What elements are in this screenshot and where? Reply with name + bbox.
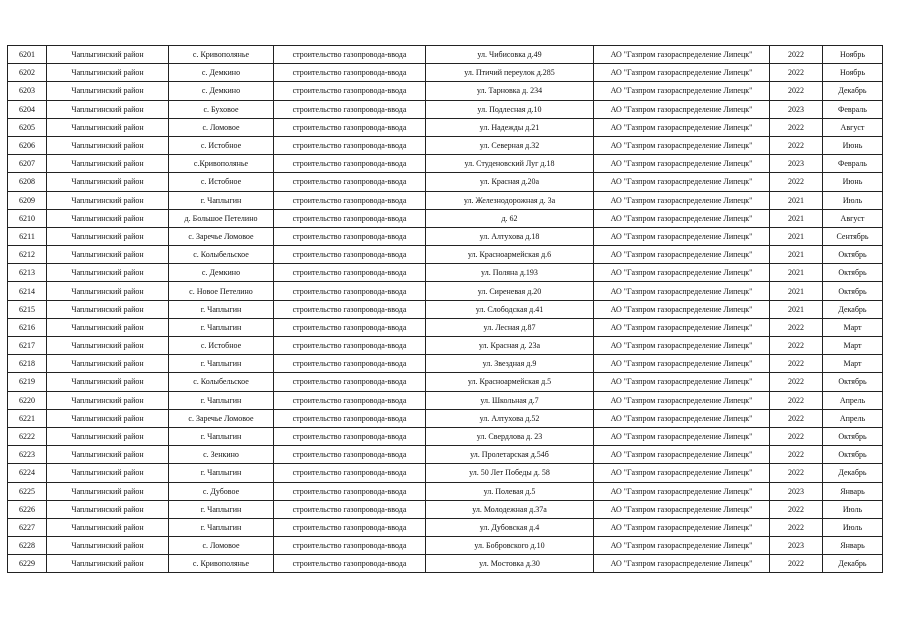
organization-cell: АО "Газпром газораспределение Липецк" [594, 136, 770, 154]
year-cell: 2021 [770, 300, 823, 318]
locality-cell: с. Демкино [169, 64, 274, 82]
district-cell: Чаплыгинский район [47, 136, 169, 154]
table-body [8, 46, 883, 573]
work-type-cell: строительство газопровода-ввода [274, 537, 426, 555]
row-number-cell: 6224 [8, 464, 47, 482]
month-cell: Ноябрь [823, 46, 883, 64]
row-number-cell: 6225 [8, 482, 47, 500]
locality-cell: с. Буховое [169, 100, 274, 118]
year-cell: 2021 [770, 191, 823, 209]
year-cell: 2021 [770, 264, 823, 282]
year-cell: 2021 [770, 246, 823, 264]
work-type-cell: строительство газопровода-ввода [274, 337, 426, 355]
work-type-cell: строительство газопровода-ввода [274, 409, 426, 427]
organization-cell: АО "Газпром газораспределение Липецк" [594, 337, 770, 355]
table-row [8, 391, 883, 409]
month-cell: Февраль [823, 100, 883, 118]
work-type-cell: строительство газопровода-ввода [274, 46, 426, 64]
row-number-cell: 6218 [8, 355, 47, 373]
month-cell: Декабрь [823, 300, 883, 318]
month-cell: Ноябрь [823, 64, 883, 82]
row-number-cell: 6203 [8, 82, 47, 100]
district-cell: Чаплыгинский район [47, 464, 169, 482]
table-row [8, 64, 883, 82]
month-cell: Март [823, 318, 883, 336]
locality-cell: г. Чаплыгин [169, 191, 274, 209]
month-cell: Сентябрь [823, 227, 883, 245]
table-row [8, 427, 883, 445]
district-cell: Чаплыгинский район [47, 227, 169, 245]
row-number-cell: 6212 [8, 246, 47, 264]
district-cell: Чаплыгинский район [47, 118, 169, 136]
organization-cell: АО "Газпром газораспределение Липецк" [594, 209, 770, 227]
row-number-cell: 6205 [8, 118, 47, 136]
row-number-cell: 6202 [8, 64, 47, 82]
work-type-cell: строительство газопровода-ввода [274, 82, 426, 100]
row-number-cell: 6214 [8, 282, 47, 300]
row-number-cell: 6215 [8, 300, 47, 318]
table-row [8, 264, 883, 282]
address-cell: ул. Красноармейская д.5 [426, 373, 594, 391]
row-number-cell: 6206 [8, 136, 47, 154]
locality-cell: г. Чаплыгин [169, 355, 274, 373]
row-number-cell: 6213 [8, 264, 47, 282]
district-cell: Чаплыгинский район [47, 300, 169, 318]
work-type-cell: строительство газопровода-ввода [274, 464, 426, 482]
locality-cell: с. Новое Петелино [169, 282, 274, 300]
table-row [8, 155, 883, 173]
table-row [8, 82, 883, 100]
locality-cell: с. Дубовое [169, 482, 274, 500]
address-cell: д. 62 [426, 209, 594, 227]
district-cell: Чаплыгинский район [47, 500, 169, 518]
district-cell: Чаплыгинский район [47, 264, 169, 282]
organization-cell: АО "Газпром газораспределение Липецк" [594, 191, 770, 209]
organization-cell: АО "Газпром газораспределение Липецк" [594, 555, 770, 573]
address-cell: ул. Мостовка д.30 [426, 555, 594, 573]
locality-cell: с. Кривополянье [169, 555, 274, 573]
year-cell: 2022 [770, 337, 823, 355]
table-row [8, 337, 883, 355]
month-cell: Октябрь [823, 246, 883, 264]
month-cell: Июль [823, 500, 883, 518]
organization-cell: АО "Газпром газораспределение Липецк" [594, 482, 770, 500]
work-type-cell: строительство газопровода-ввода [274, 482, 426, 500]
row-number-cell: 6209 [8, 191, 47, 209]
locality-cell: с.Кривополянье [169, 155, 274, 173]
work-type-cell: строительство газопровода-ввода [274, 191, 426, 209]
work-type-cell: строительство газопровода-ввода [274, 427, 426, 445]
address-cell: ул. Бобровского д.10 [426, 537, 594, 555]
month-cell: Июль [823, 191, 883, 209]
address-cell: ул. Тарновка д. 234 [426, 82, 594, 100]
work-type-cell: строительство газопровода-ввода [274, 246, 426, 264]
month-cell: Январь [823, 537, 883, 555]
month-cell: Март [823, 337, 883, 355]
organization-cell: АО "Газпром газораспределение Липецк" [594, 537, 770, 555]
month-cell: Февраль [823, 155, 883, 173]
address-cell: ул. Дубовская д.4 [426, 518, 594, 536]
work-type-cell: строительство газопровода-ввода [274, 136, 426, 154]
locality-cell: с. Истобное [169, 136, 274, 154]
row-number-cell: 6229 [8, 555, 47, 573]
work-type-cell: строительство газопровода-ввода [274, 355, 426, 373]
address-cell: ул. Свердлова д. 23 [426, 427, 594, 445]
year-cell: 2023 [770, 482, 823, 500]
district-cell: Чаплыгинский район [47, 518, 169, 536]
locality-cell: г. Чаплыгин [169, 500, 274, 518]
address-cell: ул. Алтухова д.52 [426, 409, 594, 427]
year-cell: 2022 [770, 409, 823, 427]
year-cell: 2022 [770, 355, 823, 373]
locality-cell: с. Кривополянье [169, 46, 274, 64]
row-number-cell: 6221 [8, 409, 47, 427]
row-number-cell: 6216 [8, 318, 47, 336]
district-cell: Чаплыгинский район [47, 337, 169, 355]
month-cell: Октябрь [823, 373, 883, 391]
district-cell: Чаплыгинский район [47, 46, 169, 64]
district-cell: Чаплыгинский район [47, 391, 169, 409]
address-cell: ул. Птичий переулок д.285 [426, 64, 594, 82]
organization-cell: АО "Газпром газораспределение Липецк" [594, 318, 770, 336]
work-type-cell: строительство газопровода-ввода [274, 282, 426, 300]
row-number-cell: 6217 [8, 337, 47, 355]
row-number-cell: 6222 [8, 427, 47, 445]
year-cell: 2021 [770, 282, 823, 300]
district-cell: Чаплыгинский район [47, 318, 169, 336]
locality-cell: г. Чаплыгин [169, 464, 274, 482]
year-cell: 2023 [770, 100, 823, 118]
work-type-cell: строительство газопровода-ввода [274, 264, 426, 282]
locality-cell: г. Чаплыгин [169, 300, 274, 318]
district-cell: Чаплыгинский район [47, 409, 169, 427]
district-cell: Чаплыгинский район [47, 482, 169, 500]
address-cell: ул. Красная д.20а [426, 173, 594, 191]
locality-cell: с. Заречье Ломовое [169, 409, 274, 427]
locality-cell: с. Заречье Ломовое [169, 227, 274, 245]
locality-cell: с. Колыбельское [169, 373, 274, 391]
work-type-cell: строительство газопровода-ввода [274, 500, 426, 518]
table-row [8, 446, 883, 464]
locality-cell: с. Демкино [169, 82, 274, 100]
district-cell: Чаплыгинский район [47, 555, 169, 573]
address-cell: ул. Чибисовка д.49 [426, 46, 594, 64]
locality-cell: с. Демкино [169, 264, 274, 282]
organization-cell: АО "Газпром газораспределение Липецк" [594, 155, 770, 173]
work-type-cell: строительство газопровода-ввода [274, 227, 426, 245]
month-cell: Январь [823, 482, 883, 500]
organization-cell: АО "Газпром газораспределение Липецк" [594, 64, 770, 82]
month-cell: Октябрь [823, 446, 883, 464]
row-number-cell: 6219 [8, 373, 47, 391]
organization-cell: АО "Газпром газораспределение Липецк" [594, 227, 770, 245]
address-cell: ул. Поляна д.193 [426, 264, 594, 282]
district-cell: Чаплыгинский район [47, 373, 169, 391]
year-cell: 2022 [770, 64, 823, 82]
work-type-cell: строительство газопровода-ввода [274, 64, 426, 82]
district-cell: Чаплыгинский район [47, 446, 169, 464]
organization-cell: АО "Газпром газораспределение Липецк" [594, 391, 770, 409]
month-cell: Апрель [823, 391, 883, 409]
row-number-cell: 6204 [8, 100, 47, 118]
month-cell: Июнь [823, 173, 883, 191]
address-cell: ул. Алтухова д.18 [426, 227, 594, 245]
row-number-cell: 6226 [8, 500, 47, 518]
organization-cell: АО "Газпром газораспределение Липецк" [594, 82, 770, 100]
address-cell: ул. Слободская д.41 [426, 300, 594, 318]
row-number-cell: 6201 [8, 46, 47, 64]
table-row [8, 464, 883, 482]
month-cell: Июль [823, 518, 883, 536]
district-cell: Чаплыгинский район [47, 246, 169, 264]
year-cell: 2022 [770, 446, 823, 464]
year-cell: 2022 [770, 391, 823, 409]
locality-cell: д. Большое Петелино [169, 209, 274, 227]
table-row [8, 409, 883, 427]
organization-cell: АО "Газпром газораспределение Липецк" [594, 409, 770, 427]
year-cell: 2021 [770, 227, 823, 245]
address-cell: ул. 50 Лет Победы д. 58 [426, 464, 594, 482]
work-type-cell: строительство газопровода-ввода [274, 318, 426, 336]
table-row [8, 318, 883, 336]
row-number-cell: 6228 [8, 537, 47, 555]
organization-cell: АО "Газпром газораспределение Липецк" [594, 427, 770, 445]
locality-cell: с. Истобное [169, 173, 274, 191]
address-cell: ул. Звездная д.9 [426, 355, 594, 373]
gas-connection-table [7, 45, 883, 573]
work-type-cell: строительство газопровода-ввода [274, 373, 426, 391]
organization-cell: АО "Газпром газораспределение Липецк" [594, 500, 770, 518]
work-type-cell: строительство газопровода-ввода [274, 446, 426, 464]
month-cell: Октябрь [823, 264, 883, 282]
month-cell: Октябрь [823, 427, 883, 445]
district-cell: Чаплыгинский район [47, 173, 169, 191]
year-cell: 2022 [770, 373, 823, 391]
work-type-cell: строительство газопровода-ввода [274, 118, 426, 136]
table-row [8, 373, 883, 391]
locality-cell: г. Чаплыгин [169, 518, 274, 536]
year-cell: 2023 [770, 537, 823, 555]
organization-cell: АО "Газпром газораспределение Липецк" [594, 246, 770, 264]
organization-cell: АО "Газпром газораспределение Липецк" [594, 282, 770, 300]
address-cell: ул. Железнодорожная д. 3а [426, 191, 594, 209]
organization-cell: АО "Газпром газораспределение Липецк" [594, 100, 770, 118]
table-row [8, 555, 883, 573]
year-cell: 2022 [770, 555, 823, 573]
locality-cell: г. Чаплыгин [169, 391, 274, 409]
locality-cell: с. Ломовое [169, 537, 274, 555]
table-row [8, 100, 883, 118]
organization-cell: АО "Газпром газораспределение Липецк" [594, 464, 770, 482]
address-cell: ул. Надежды д.21 [426, 118, 594, 136]
year-cell: 2021 [770, 209, 823, 227]
year-cell: 2022 [770, 464, 823, 482]
address-cell: ул. Школьная д.7 [426, 391, 594, 409]
work-type-cell: строительство газопровода-ввода [274, 391, 426, 409]
address-cell: ул. Сиреневая д.20 [426, 282, 594, 300]
locality-cell: с. Зенкино [169, 446, 274, 464]
month-cell: Апрель [823, 409, 883, 427]
month-cell: Декабрь [823, 464, 883, 482]
address-cell: ул. Лесная д.87 [426, 318, 594, 336]
work-type-cell: строительство газопровода-ввода [274, 100, 426, 118]
locality-cell: г. Чаплыгин [169, 427, 274, 445]
work-type-cell: строительство газопровода-ввода [274, 173, 426, 191]
row-number-cell: 6220 [8, 391, 47, 409]
year-cell: 2022 [770, 173, 823, 191]
row-number-cell: 6211 [8, 227, 47, 245]
organization-cell: АО "Газпром газораспределение Липецк" [594, 46, 770, 64]
district-cell: Чаплыгинский район [47, 537, 169, 555]
row-number-cell: 6210 [8, 209, 47, 227]
address-cell: ул. Красноармейская д.6 [426, 246, 594, 264]
address-cell: ул. Полевая д.5 [426, 482, 594, 500]
year-cell: 2022 [770, 136, 823, 154]
month-cell: Октябрь [823, 282, 883, 300]
table-row [8, 518, 883, 536]
district-cell: Чаплыгинский район [47, 82, 169, 100]
table-row [8, 500, 883, 518]
table-row [8, 246, 883, 264]
work-type-cell: строительство газопровода-ввода [274, 518, 426, 536]
address-cell: ул. Студеновский Луг д.18 [426, 155, 594, 173]
year-cell: 2022 [770, 118, 823, 136]
table-row [8, 118, 883, 136]
year-cell: 2022 [770, 518, 823, 536]
month-cell: Июнь [823, 136, 883, 154]
address-cell: ул. Красная д. 23а [426, 337, 594, 355]
table-row [8, 209, 883, 227]
district-cell: Чаплыгинский район [47, 209, 169, 227]
table-row [8, 482, 883, 500]
row-number-cell: 6208 [8, 173, 47, 191]
locality-cell: с. Ломовое [169, 118, 274, 136]
organization-cell: АО "Газпром газораспределение Липецк" [594, 118, 770, 136]
month-cell: Март [823, 355, 883, 373]
row-number-cell: 6207 [8, 155, 47, 173]
address-cell: ул. Молодежная д.37а [426, 500, 594, 518]
address-cell: ул. Северная д.32 [426, 136, 594, 154]
year-cell: 2022 [770, 427, 823, 445]
table-row [8, 355, 883, 373]
organization-cell: АО "Газпром газораспределение Липецк" [594, 355, 770, 373]
organization-cell: АО "Газпром газораспределение Липецк" [594, 264, 770, 282]
month-cell: Декабрь [823, 555, 883, 573]
organization-cell: АО "Газпром газораспределение Липецк" [594, 373, 770, 391]
row-number-cell: 6223 [8, 446, 47, 464]
locality-cell: с. Истобное [169, 337, 274, 355]
district-cell: Чаплыгинский район [47, 427, 169, 445]
address-cell: ул. Пролетарская д.54б [426, 446, 594, 464]
year-cell: 2022 [770, 82, 823, 100]
table-row [8, 136, 883, 154]
district-cell: Чаплыгинский район [47, 282, 169, 300]
month-cell: Август [823, 118, 883, 136]
organization-cell: АО "Газпром газораспределение Липецк" [594, 446, 770, 464]
work-type-cell: строительство газопровода-ввода [274, 555, 426, 573]
organization-cell: АО "Газпром газораспределение Липецк" [594, 173, 770, 191]
district-cell: Чаплыгинский район [47, 155, 169, 173]
locality-cell: г. Чаплыгин [169, 318, 274, 336]
organization-cell: АО "Газпром газораспределение Липецк" [594, 518, 770, 536]
organization-cell: АО "Газпром газораспределение Липецк" [594, 300, 770, 318]
year-cell: 2022 [770, 46, 823, 64]
address-cell: ул. Подлесная д.10 [426, 100, 594, 118]
table-row [8, 227, 883, 245]
year-cell: 2022 [770, 318, 823, 336]
table-row [8, 282, 883, 300]
table-row [8, 173, 883, 191]
district-cell: Чаплыгинский район [47, 64, 169, 82]
locality-cell: с. Колыбельское [169, 246, 274, 264]
work-type-cell: строительство газопровода-ввода [274, 300, 426, 318]
work-type-cell: строительство газопровода-ввода [274, 209, 426, 227]
district-cell: Чаплыгинский район [47, 100, 169, 118]
table-row [8, 300, 883, 318]
year-cell: 2023 [770, 155, 823, 173]
district-cell: Чаплыгинский район [47, 355, 169, 373]
table-row [8, 46, 883, 64]
district-cell: Чаплыгинский район [47, 191, 169, 209]
year-cell: 2022 [770, 500, 823, 518]
month-cell: Декабрь [823, 82, 883, 100]
table-row [8, 537, 883, 555]
row-number-cell: 6227 [8, 518, 47, 536]
work-type-cell: строительство газопровода-ввода [274, 155, 426, 173]
month-cell: Август [823, 209, 883, 227]
table-row [8, 191, 883, 209]
